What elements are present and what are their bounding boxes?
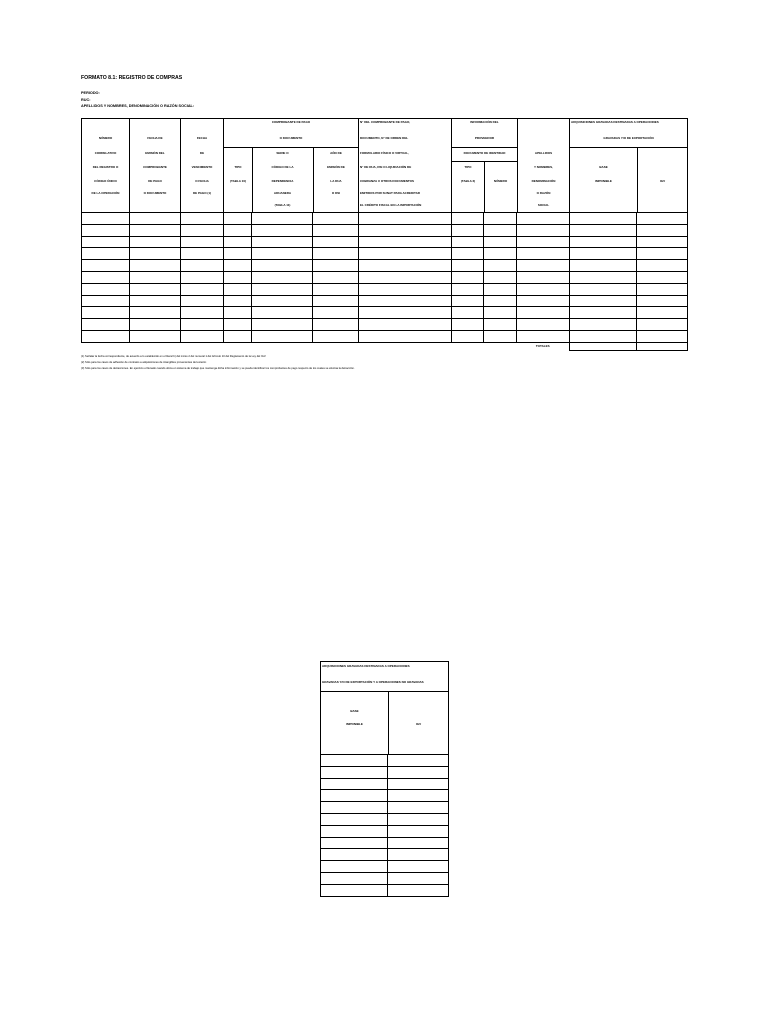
table-cell [517,213,570,225]
table-cell [637,271,688,283]
table-cell [452,283,484,295]
table-cell [570,213,637,225]
table-cell [224,213,252,225]
header-label: (TABLA 11) [274,203,291,207]
table-cell [570,319,637,331]
table-cell [452,236,484,248]
table-cell [484,213,517,225]
table-cell [321,790,388,802]
table-cell [130,319,181,331]
table-cell [252,248,313,260]
table-cell [359,260,452,272]
table-cell [130,236,181,248]
table-cell [517,248,570,260]
footnote: (1) Señalar la fecha correspondiente, de acuerdo a lo establecido en el literal b) del inciso 2 del numeral 1 del Artículo 10 del Reglamento de la Ley del IGV. [81,355,267,358]
header-label: IMPONIBLE [595,179,612,183]
table-cell [517,271,570,283]
table-cell [130,295,181,307]
header-label: IMPONIBLE [346,722,363,726]
table-cell [637,295,688,307]
table-cell [570,307,637,319]
table-cell [82,307,130,319]
group-label: ADQUISICIONES GRAVADAS DESTINADAS A OPERACIONES [322,664,410,668]
header-label: APELLIDOS [534,151,553,155]
table-cell [130,307,181,319]
header-label: FECHA DE [147,136,163,140]
table-cell [452,271,484,283]
table-cell [181,236,224,248]
table-cell [224,236,252,248]
table-cell [570,224,637,236]
table-cell [637,248,688,260]
col-nro-comprobante [359,119,452,213]
table-cell [359,213,452,225]
header-label: IGV [415,722,422,726]
header-label: DENOMINACIÓN [531,179,556,183]
group-label: O DOCUMENTO [279,136,303,140]
purchase-register-table [81,118,688,351]
header-label: DEPENDENCIA [271,179,294,183]
table-cell [82,224,130,236]
table-cell [82,213,130,225]
table-cell [224,295,252,307]
header-label: VENCIMIENTO [191,165,213,169]
table-cell [484,236,517,248]
footnotes [81,354,355,372]
header-label: EMISIÓN DE [327,165,345,169]
table-cell [313,271,359,283]
table-cell [359,330,452,342]
table-row [321,813,449,825]
totals-igv [637,342,688,350]
table-cell [359,283,452,295]
table-cell [484,283,517,295]
table-cell [388,766,449,778]
table-cell [637,307,688,319]
table-cell [388,837,449,849]
table-cell [321,755,388,767]
group-label: COMPROBANTE DE PAGO [271,120,311,124]
table-cell [252,307,313,319]
col-fecha-emision [130,119,181,213]
group-label: GRAVADAS Y/O DE EXPORTACIÓN [603,136,654,140]
header-label: DOCUMENTO DE IDENTIDAD [463,151,506,155]
table-cell [359,248,452,260]
table-cell [321,849,388,861]
table-cell [313,224,359,236]
table-cell [82,319,130,331]
table-cell [321,766,388,778]
header-label: BASE [599,165,608,169]
table-cell [321,837,388,849]
table-cell [130,271,181,283]
table-cell [570,271,637,283]
table-cell [388,861,449,873]
header-label: BASE [350,709,359,713]
table-cell [517,224,570,236]
header-label: FORMULARIO FÍSICO O VIRTUAL, [360,151,410,155]
table-cell [484,224,517,236]
col-comprobante-group [224,119,359,213]
table-row [82,248,688,260]
table-cell [570,260,637,272]
header-label: COBRANZA U OTROS DOCUMENTOS [360,179,415,183]
table-cell [82,271,130,283]
table-cell [359,295,452,307]
table-cell [388,825,449,837]
header-label: TIPO [464,165,472,169]
table-cell [637,224,688,236]
table-row [82,295,688,307]
table-cell [637,319,688,331]
table-cell [181,248,224,260]
table-cell [130,248,181,260]
group-label: INFORMACIÓN DEL [470,120,499,124]
table-cell [321,802,388,814]
header-label: O DSI [331,191,341,195]
table-cell [130,213,181,225]
table-row [82,224,688,236]
table-row [321,766,449,778]
table-cell [517,236,570,248]
table-cell [388,778,449,790]
table-cell [484,307,517,319]
table-row [321,790,449,802]
table-cell [359,236,452,248]
table-cell [452,224,484,236]
table-cell [388,802,449,814]
ruc-label: RUC: [81,98,91,102]
header-label: EL CRÉDITO FISCAL EN LA IMPORTACIÓN [360,203,422,207]
table-row [82,307,688,319]
col-numero-correlativo [82,119,130,213]
table-cell [313,307,359,319]
table-cell [452,248,484,260]
header-label: N° DEL COMPROBANTE DE PAGO, [360,120,411,124]
table-row [321,778,449,790]
header-label: DE PAGO [148,179,162,183]
table-cell [181,283,224,295]
table-cell [321,813,388,825]
table-cell [252,271,313,283]
header-label: FECHA [196,136,208,140]
table-row [82,283,688,295]
table-cell [181,330,224,342]
table-row [321,802,449,814]
header-label: O RAZÓN [536,191,551,195]
table-cell [181,213,224,225]
table-cell [321,884,388,896]
table-row [82,271,688,283]
page-title: FORMATO 8.1: REGISTRO DE COMPRAS [81,75,183,81]
table-cell [313,248,359,260]
continuation-table [320,661,449,897]
table-row [82,236,688,248]
table-cell [130,260,181,272]
table-cell [82,236,130,248]
periodo-label: PERIODO: [81,91,100,95]
header-label: EMITIDOS POR SUNAT PARA ACREDITAR [360,191,420,195]
table-cell [637,236,688,248]
table-cell [517,307,570,319]
spacer [82,342,517,350]
header-label: CÓDIGO DE LA [271,165,294,169]
table-cell [181,224,224,236]
table-row [321,825,449,837]
table-cell [359,224,452,236]
table-cell [224,271,252,283]
header-label: N° DE DUA, DSI O LIQUIDACIÓN DE [360,165,412,169]
table-cell [224,224,252,236]
table-cell [82,295,130,307]
footnote: (3) Sólo para los casos de detracciones. En ejercicio el llenado cuando ubica en sistema de trabajo que mantenga dicha información y se pueda identificar los comprobantes de pago respecto de los cuales se efectúa la detracción. [81,367,355,370]
table-cell [313,236,359,248]
totals-row [82,342,688,350]
header-label: O FECHA [195,179,209,183]
col-proveedor-group [452,119,570,213]
table-cell [570,283,637,295]
table-cell [313,319,359,331]
table-cell [181,260,224,272]
table-cell [517,330,570,342]
table-cell [321,872,388,884]
table-cell [388,884,449,896]
table-cell [313,213,359,225]
table-cell [252,295,313,307]
table-row [321,884,449,896]
header-label: SERIE O [276,151,289,155]
table-cell [252,260,313,272]
table-row [82,260,688,272]
header-label: COMPROBANTE [143,165,167,169]
table-row [321,837,449,849]
header-label: DE PAGO (1) [192,191,212,195]
header-label: O DOCUMENTO [143,191,167,195]
group-label: GRAVADAS Y/O DE EXPORTACIÓN Y A OPERACIONES NO GRAVADAS [322,680,424,684]
razon-social-label: APELLIDOS Y NOMBRES, DENOMINACIÓN O RAZÓN SOCIAL: [81,104,195,108]
group-label: ADQUISICIONES GRAVADAS DESTINADAS A OPERACIONES [571,120,659,124]
table-row [82,213,688,225]
table-cell [484,271,517,283]
table-cell [224,260,252,272]
table-cell [313,330,359,342]
table-cell [224,283,252,295]
table-cell [130,330,181,342]
table-cell [570,295,637,307]
table-cell [252,330,313,342]
header-label: LA DUA [330,179,342,183]
table-header-row [82,119,688,213]
col-fecha-vencimiento [181,119,224,213]
table-cell [321,825,388,837]
table-cell [388,813,449,825]
table-cell [517,260,570,272]
table-cell [388,790,449,802]
table-cell [484,248,517,260]
table-cell [388,872,449,884]
totals-label: TOTALES [535,344,550,349]
table-cell [517,283,570,295]
table-cell [130,283,181,295]
table-header-row [321,662,449,755]
table-cell [637,260,688,272]
table-cell [484,330,517,342]
table-cell [570,330,637,342]
table-cell [224,330,252,342]
table-cell [181,319,224,331]
table-cell [484,319,517,331]
table-cell [252,236,313,248]
table-cell [637,213,688,225]
col-adquisiciones-group [570,119,688,213]
table-row [82,319,688,331]
table-cell [82,260,130,272]
table-cell [517,295,570,307]
table-cell [82,248,130,260]
table-cell [252,224,313,236]
header-label: ADUANERA [273,191,292,195]
header-label: DOCUMENTO, N° DE ORDEN DEL [360,136,409,140]
table-cell [252,319,313,331]
table-cell [130,224,181,236]
table-row [321,872,449,884]
table-cell [452,260,484,272]
table-cell [637,330,688,342]
table-cell [359,319,452,331]
table-cell [181,307,224,319]
table-cell [224,248,252,260]
table-cell [388,849,449,861]
footnote: (2) Sólo para los casos de adhesión de contratos a adquisiciones de intangibles provenientes del exterior. [81,361,207,364]
header-label: DEL REGISTRO O [92,165,119,169]
table-cell [321,778,388,790]
header-label: IGV [659,179,666,183]
header-label: (TABLA 2) [460,179,476,183]
table-cell [224,307,252,319]
table-cell [252,213,313,225]
table-cell [452,307,484,319]
table-cell [637,283,688,295]
header-label: (TABLA 10) [230,179,246,183]
table-cell [82,283,130,295]
table-cell [452,295,484,307]
header-label: CÓDIGO ÚNICO [94,179,117,183]
header-label: AÑO DE [330,151,342,155]
header-label: TIPO [234,165,242,169]
table-cell [313,283,359,295]
table-cell [388,755,449,767]
table-cell [313,295,359,307]
table-cell [484,295,517,307]
header-label: NÚMERO [493,179,508,183]
col-adquisiciones-header [321,662,449,755]
table-cell [181,271,224,283]
table-cell [224,319,252,331]
table-row [321,849,449,861]
table-cell [452,330,484,342]
table-cell [181,295,224,307]
table-row [321,755,449,767]
table-cell [359,271,452,283]
totals-base [570,342,637,350]
header-label: NÚMERO [98,136,113,140]
table-cell [313,260,359,272]
header-label: EMISIÓN DEL [145,151,165,155]
table-cell [321,861,388,873]
table-cell [570,248,637,260]
table-cell [82,330,130,342]
table-cell [452,213,484,225]
table-cell [452,319,484,331]
table-row [321,861,449,873]
header-label: DE LA OPERACIÓN [91,191,120,195]
table-cell [570,236,637,248]
header-label: Y NOMBRES, [534,165,553,169]
table-cell [252,283,313,295]
table-cell [359,307,452,319]
table-cell [517,319,570,331]
table-cell [484,260,517,272]
table-row [82,330,688,342]
header-label: DE [199,151,205,155]
group-label: PROVEEDOR [474,136,495,140]
header-label: SOCIAL [537,203,550,207]
header-label: CORRELATIVO [94,151,117,155]
